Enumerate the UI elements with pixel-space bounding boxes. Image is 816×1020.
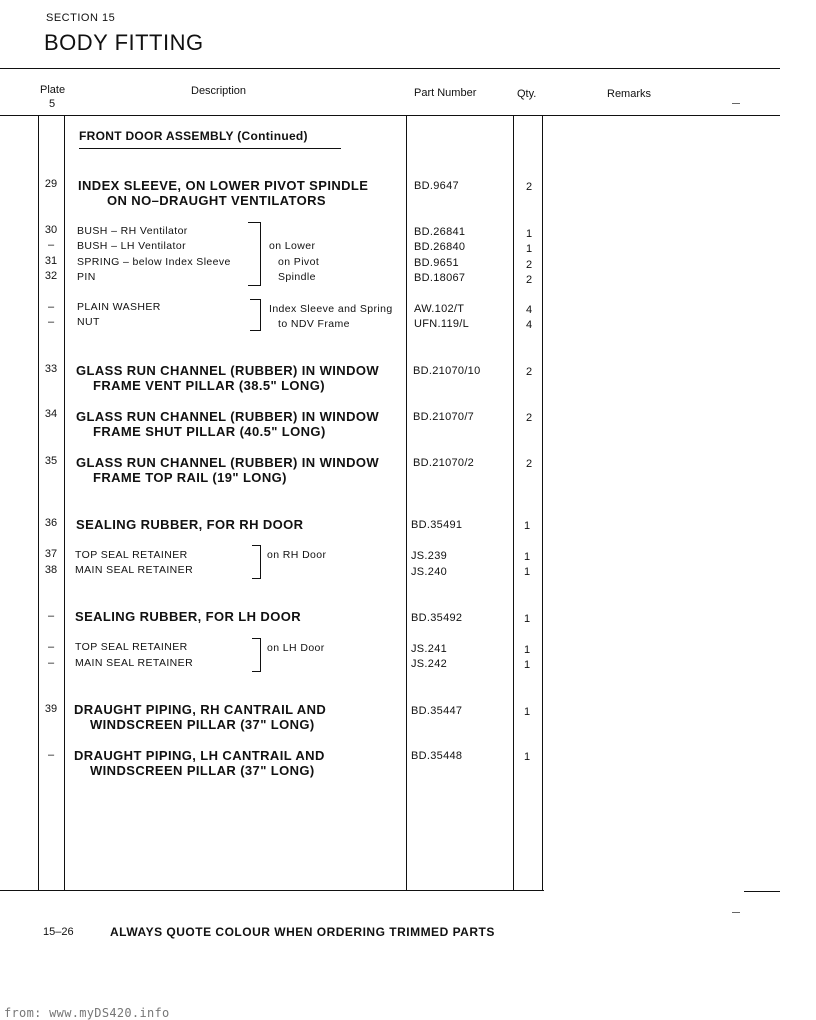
bracket-note: on Pivot: [278, 256, 320, 268]
column-header-description: Description: [191, 85, 247, 97]
page-number: 15–26: [43, 926, 74, 938]
column-header-remarks: Remarks: [607, 88, 652, 100]
plate-number: –: [47, 657, 55, 669]
footer-note: ALWAYS QUOTE COLOUR WHEN ORDERING TRIMMED PARTS: [110, 925, 495, 939]
plate-number: 33: [44, 363, 58, 375]
item-description-continued: FRAME SHUT PILLAR (40.5" LONG): [93, 424, 326, 439]
column-header-part-number: Part Number: [414, 87, 477, 99]
item-description: MAIN SEAL RETAINER: [75, 657, 194, 669]
part-number: BD.26840: [414, 241, 466, 253]
plate-number: 31: [44, 255, 58, 267]
plate-number: –: [47, 749, 55, 761]
quantity: 1: [523, 706, 531, 718]
part-number: JS.242: [411, 658, 448, 670]
plate-number: 32: [44, 270, 58, 282]
column-header-plate: Plate: [40, 84, 66, 96]
quantity: 1: [523, 551, 531, 563]
item-description: PLAIN WASHER: [77, 301, 161, 313]
header-rule: [0, 115, 780, 116]
bracket-note: Index Sleeve and Spring: [269, 303, 393, 315]
page-title: BODY FITTING: [44, 30, 204, 55]
item-description: GLASS RUN CHANNEL (RUBBER) IN WINDOW: [76, 455, 380, 470]
plate-number: –: [47, 610, 55, 622]
item-description-continued: FRAME VENT PILLAR (38.5" LONG): [93, 378, 325, 393]
plate-number: 29: [44, 178, 58, 190]
item-description: SEALING RUBBER, FOR LH DOOR: [75, 609, 302, 624]
item-description: PIN: [77, 271, 96, 283]
item-description-continued: FRAME TOP RAIL (19" LONG): [93, 470, 287, 485]
item-description: BUSH – LH Ventilator: [77, 240, 186, 252]
column-header-qty: Qty.: [517, 88, 537, 100]
quantity: 1: [525, 243, 533, 255]
plate-number: –: [47, 239, 55, 251]
quantity: 2: [525, 458, 533, 470]
part-number: JS.241: [411, 643, 448, 655]
item-description: TOP SEAL RETAINER: [75, 549, 188, 561]
quantity: 1: [523, 659, 531, 671]
quantity: 1: [523, 566, 531, 578]
column-divider-qty-left: [513, 115, 514, 890]
item-description-continued: ON NO–DRAUGHT VENTILATORS: [107, 193, 326, 208]
part-number: JS.239: [411, 550, 448, 562]
part-number: BD.9647: [414, 180, 459, 192]
bracket-note: on RH Door: [267, 549, 327, 561]
quantity: 2: [525, 412, 533, 424]
quantity: 1: [523, 751, 531, 763]
part-number: BD.21070/7: [413, 411, 475, 423]
top-rule: [0, 68, 780, 69]
plate-number: –: [47, 301, 55, 313]
quantity: 1: [525, 228, 533, 240]
quantity: 2: [525, 274, 533, 286]
part-number: JS.240: [411, 566, 448, 578]
margin-tick: [732, 912, 740, 913]
bracket: [252, 545, 261, 579]
part-number: BD.35491: [411, 519, 463, 531]
item-description: DRAUGHT PIPING, LH CANTRAIL AND: [74, 748, 325, 763]
part-number: BD.18067: [414, 272, 466, 284]
part-number: BD.35447: [411, 705, 463, 717]
heading-underline: [79, 148, 341, 149]
margin-tick: [732, 103, 740, 104]
part-number: BD.35492: [411, 612, 463, 624]
section-label: SECTION 15: [46, 12, 116, 24]
item-description: GLASS RUN CHANNEL (RUBBER) IN WINDOW: [76, 409, 380, 424]
plate-number: 38: [44, 564, 58, 576]
bracket: [252, 638, 261, 672]
bracket-note: on LH Door: [267, 642, 325, 654]
item-description-continued: WINDSCREEN PILLAR (37" LONG): [90, 717, 315, 732]
bracket-note: Spindle: [278, 271, 316, 283]
quantity: 1: [523, 613, 531, 625]
plate-number: 30: [44, 224, 58, 236]
part-number: BD.9651: [414, 257, 459, 269]
item-description: SPRING – below Index Sleeve: [77, 256, 231, 268]
quantity: 4: [525, 304, 533, 316]
quantity: 4: [525, 319, 533, 331]
item-description: MAIN SEAL RETAINER: [75, 564, 194, 576]
plate-number: –: [47, 316, 55, 328]
plate-number: 37: [44, 548, 58, 560]
item-description-continued: WINDSCREEN PILLAR (37" LONG): [90, 763, 315, 778]
quantity: 1: [523, 520, 531, 532]
bracket-note: on Lower: [269, 240, 316, 252]
item-description: INDEX SLEEVE, ON LOWER PIVOT SPINDLE: [78, 178, 369, 193]
quantity: 2: [525, 366, 533, 378]
watermark: from: www.myDS420.info: [4, 1006, 170, 1020]
bracket: [248, 222, 261, 286]
column-divider-part: [406, 115, 407, 890]
part-number: UFN.119/L: [414, 318, 470, 330]
assembly-heading: FRONT DOOR ASSEMBLY (Continued): [79, 129, 308, 143]
quantity: 2: [525, 259, 533, 271]
bracket-note: to NDV Frame: [278, 318, 350, 330]
bracket: [250, 299, 261, 331]
part-number: AW.102/T: [414, 303, 465, 315]
bottom-rule-right: [744, 891, 780, 892]
column-divider-qty-right: [542, 115, 543, 890]
part-number: BD.35448: [411, 750, 463, 762]
part-number: BD.21070/10: [413, 365, 481, 377]
plate-number: 35: [44, 455, 58, 467]
quantity: 1: [523, 644, 531, 656]
plate-number: 34: [44, 408, 58, 420]
bottom-rule: [0, 890, 544, 891]
item-description: NUT: [77, 316, 100, 328]
quantity: 2: [525, 181, 533, 193]
item-description: SEALING RUBBER, FOR RH DOOR: [76, 517, 304, 532]
plate-number: 36: [44, 517, 58, 529]
item-description: DRAUGHT PIPING, RH CANTRAIL AND: [74, 702, 327, 717]
plate-number: 39: [44, 703, 58, 715]
plate-number: –: [47, 641, 55, 653]
column-header-plate-number: 5: [49, 98, 56, 110]
part-number: BD.21070/2: [413, 457, 475, 469]
item-description: GLASS RUN CHANNEL (RUBBER) IN WINDOW: [76, 363, 380, 378]
column-divider-plate-right: [64, 115, 65, 890]
item-description: BUSH – RH Ventilator: [77, 225, 188, 237]
part-number: BD.26841: [414, 226, 466, 238]
item-description: TOP SEAL RETAINER: [75, 641, 188, 653]
